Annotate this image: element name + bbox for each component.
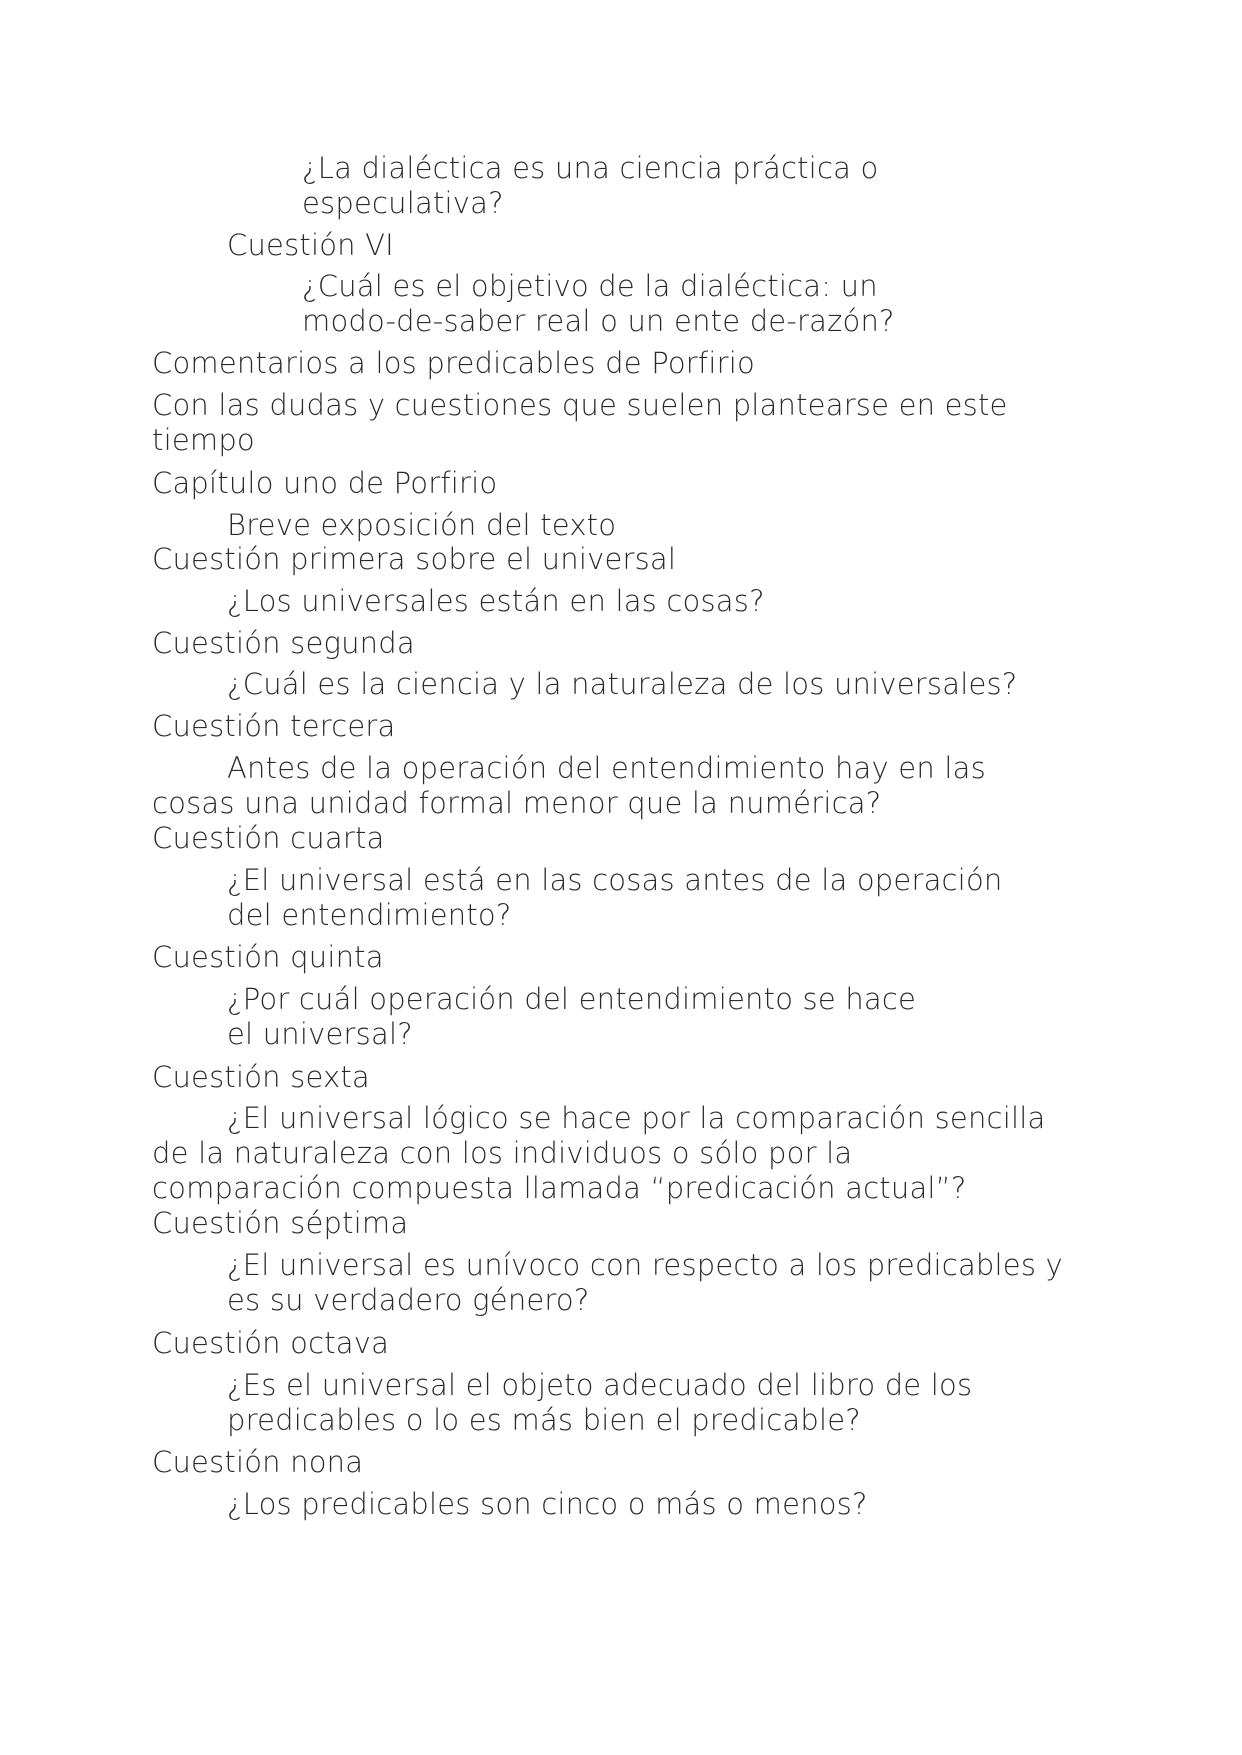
section-heading: Cuestión octava	[152, 1326, 390, 1360]
body-text-line: tiempo	[152, 423, 255, 457]
question-line: ¿Es el universal el objeto adecuado del libro de los	[227, 1368, 973, 1402]
body-text-line: Con las dudas y cuestiones que suelen plantearse en este	[152, 388, 1008, 422]
question-line: de la naturaleza con los individuos o sólo por la	[152, 1136, 853, 1170]
question-line: ¿El universal está en las cosas antes de la operación	[227, 863, 1003, 897]
section-heading: Cuestión cuarta	[152, 821, 385, 855]
question-line: el universal?	[227, 1017, 413, 1051]
question-line: ¿El universal lógico se hace por la comparación sencilla	[227, 1101, 1046, 1135]
question-line: cosas una unidad formal menor que la numérica?	[152, 786, 882, 820]
question-line: del entendimiento?	[227, 898, 512, 932]
question-line: ¿Los universales están en las cosas?	[227, 584, 765, 618]
question-line: ¿La dialéctica es una ciencia práctica o	[302, 151, 879, 185]
section-heading: Comentarios a los predicables de Porfirio	[152, 346, 755, 380]
question-line: ¿Cuál es el objetivo de la dialéctica: un	[302, 269, 878, 303]
section-heading: Cuestión segunda	[152, 626, 415, 660]
question-line: ¿Por cuál operación del entendimiento se hace	[227, 982, 917, 1016]
question-line: es su verdadero género?	[227, 1283, 590, 1317]
question-line: Antes de la operación del entendimiento hay en las	[227, 751, 986, 785]
section-heading: Cuestión quinta	[152, 940, 384, 974]
subsection-line: Breve exposición del texto	[227, 508, 617, 542]
question-line: comparación compuesta llamada “predicación actual”?	[152, 1171, 967, 1205]
section-heading: Cuestión nona	[152, 1445, 364, 1479]
section-heading: Cuestión VI	[227, 228, 394, 262]
section-heading: Cuestión sexta	[152, 1060, 370, 1094]
question-line: modo-de-saber real o un ente de-razón?	[302, 304, 895, 338]
section-heading: Cuestión primera sobre el universal	[152, 542, 677, 576]
question-line: predicables o lo es más bien el predicable?	[227, 1403, 861, 1437]
section-heading: Cuestión tercera	[152, 709, 396, 743]
section-heading: Cuestión séptima	[152, 1206, 409, 1240]
question-line: ¿Los predicables son cinco o más o menos?	[227, 1487, 868, 1521]
question-line: ¿Cuál es la ciencia y la naturaleza de los universales?	[227, 667, 1018, 701]
section-heading: Capítulo uno de Porfirio	[152, 466, 498, 500]
question-line: especulativa?	[302, 186, 504, 220]
question-line: ¿El universal es unívoco con respecto a los predicables y	[227, 1248, 1063, 1282]
